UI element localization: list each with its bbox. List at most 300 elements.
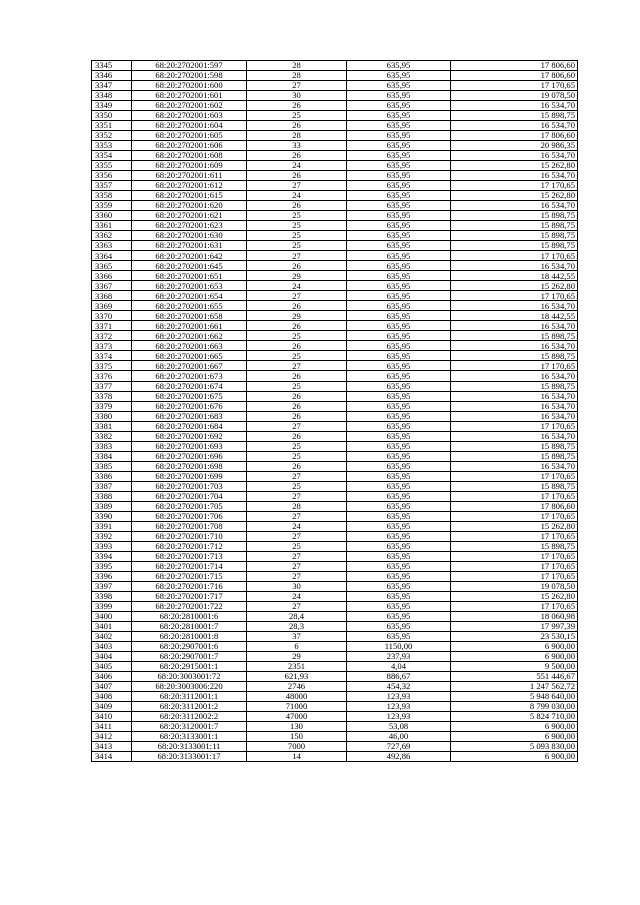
area-cell: 25 bbox=[247, 541, 347, 551]
rate-cell: 635,95 bbox=[347, 451, 451, 461]
cadastral-number-cell: 68:20:2702001:611 bbox=[132, 171, 247, 181]
rate-cell: 635,95 bbox=[347, 611, 451, 621]
area-cell: 25 bbox=[247, 111, 347, 121]
amount-cell: 6 900,00 bbox=[451, 732, 578, 742]
rate-cell: 635,95 bbox=[347, 561, 451, 571]
rate-cell: 635,95 bbox=[347, 231, 451, 241]
row-number-cell: 3382 bbox=[92, 431, 132, 441]
amount-cell: 16 534,70 bbox=[451, 431, 578, 441]
amount-cell: 9 500,00 bbox=[451, 661, 578, 671]
cadastral-number-cell: 68:20:2702001:675 bbox=[132, 391, 247, 401]
amount-cell: 15 898,75 bbox=[451, 221, 578, 231]
cadastral-number-cell: 68:20:2702001:662 bbox=[132, 331, 247, 341]
area-cell: 29 bbox=[247, 311, 347, 321]
amount-cell: 16 534,70 bbox=[451, 201, 578, 211]
cadastral-number-cell: 68:20:2810001:6 bbox=[132, 611, 247, 621]
cadastral-number-cell: 68:20:2702001:715 bbox=[132, 571, 247, 581]
amount-cell: 16 534,70 bbox=[451, 391, 578, 401]
rate-cell: 635,95 bbox=[347, 161, 451, 171]
amount-cell: 17 997,39 bbox=[451, 621, 578, 631]
row-number-cell: 3411 bbox=[92, 722, 132, 732]
row-number-cell: 3375 bbox=[92, 361, 132, 371]
amount-cell: 16 534,70 bbox=[451, 461, 578, 471]
amount-cell: 15 898,75 bbox=[451, 441, 578, 451]
amount-cell: 5 093 830,00 bbox=[451, 742, 578, 752]
rate-cell: 727,69 bbox=[347, 742, 451, 752]
amount-cell: 17 170,65 bbox=[451, 561, 578, 571]
table-row bbox=[92, 702, 578, 712]
area-cell: 24 bbox=[247, 191, 347, 201]
row-number-cell: 3390 bbox=[92, 511, 132, 521]
row-number-cell: 3359 bbox=[92, 201, 132, 211]
row-number-cell: 3377 bbox=[92, 381, 132, 391]
amount-cell: 17 170,65 bbox=[451, 181, 578, 191]
amount-cell: 18 442,55 bbox=[451, 271, 578, 281]
rate-cell: 635,95 bbox=[347, 301, 451, 311]
cadastral-number-cell: 68:20:2702001:714 bbox=[132, 561, 247, 571]
table-row bbox=[92, 631, 578, 641]
cadastral-number-cell: 68:20:2702001:703 bbox=[132, 481, 247, 491]
row-number-cell: 3350 bbox=[92, 111, 132, 121]
table-row bbox=[92, 231, 578, 241]
table-row bbox=[92, 291, 578, 301]
area-cell: 26 bbox=[247, 201, 347, 211]
row-number-cell: 3378 bbox=[92, 391, 132, 401]
row-number-cell: 3404 bbox=[92, 651, 132, 661]
table-row bbox=[92, 361, 578, 371]
area-cell: 25 bbox=[247, 381, 347, 391]
rate-cell: 635,95 bbox=[347, 491, 451, 501]
amount-cell: 15 898,75 bbox=[451, 451, 578, 461]
area-cell: 29 bbox=[247, 651, 347, 661]
amount-cell: 6 900,00 bbox=[451, 722, 578, 732]
amount-cell: 20 986,35 bbox=[451, 141, 578, 151]
area-cell: 33 bbox=[247, 141, 347, 151]
area-cell: 25 bbox=[247, 211, 347, 221]
amount-cell: 17 170,65 bbox=[451, 571, 578, 581]
row-number-cell: 3354 bbox=[92, 151, 132, 161]
table-row bbox=[92, 251, 578, 261]
rate-cell: 123,93 bbox=[347, 691, 451, 701]
area-cell: 25 bbox=[247, 231, 347, 241]
rate-cell: 635,95 bbox=[347, 271, 451, 281]
table-row bbox=[92, 131, 578, 141]
area-cell: 621,93 bbox=[247, 671, 347, 681]
table-row bbox=[92, 501, 578, 511]
rate-cell: 635,95 bbox=[347, 151, 451, 161]
area-cell: 26 bbox=[247, 341, 347, 351]
row-number-cell: 3395 bbox=[92, 561, 132, 571]
amount-cell: 17 170,65 bbox=[451, 491, 578, 501]
row-number-cell: 3380 bbox=[92, 411, 132, 421]
rate-cell: 635,95 bbox=[347, 111, 451, 121]
cadastral-number-cell: 68:20:2702001:663 bbox=[132, 341, 247, 351]
table-row bbox=[92, 241, 578, 251]
amount-cell: 15 898,75 bbox=[451, 351, 578, 361]
table-row bbox=[92, 261, 578, 271]
amount-cell: 15 262,80 bbox=[451, 161, 578, 171]
amount-cell: 15 262,80 bbox=[451, 521, 578, 531]
row-number-cell: 3412 bbox=[92, 732, 132, 742]
area-cell: 27 bbox=[247, 601, 347, 611]
amount-cell: 19 078,50 bbox=[451, 91, 578, 101]
rate-cell: 635,95 bbox=[347, 81, 451, 91]
table-row bbox=[92, 591, 578, 601]
cadastral-number-cell: 68:20:2702001:600 bbox=[132, 81, 247, 91]
rate-cell: 635,95 bbox=[347, 431, 451, 441]
row-number-cell: 3407 bbox=[92, 681, 132, 691]
row-number-cell: 3399 bbox=[92, 601, 132, 611]
row-number-cell: 3360 bbox=[92, 211, 132, 221]
cadastral-number-cell: 68:20:2702001:722 bbox=[132, 601, 247, 611]
area-cell: 25 bbox=[247, 351, 347, 361]
table-row bbox=[92, 691, 578, 701]
cadastral-number-cell: 68:20:2702001:601 bbox=[132, 91, 247, 101]
area-cell: 37 bbox=[247, 631, 347, 641]
cadastral-number-cell: 68:20:3003006:220 bbox=[132, 681, 247, 691]
amount-cell: 17 170,65 bbox=[451, 601, 578, 611]
cadastral-number-cell: 68:20:2702001:667 bbox=[132, 361, 247, 371]
row-number-cell: 3384 bbox=[92, 451, 132, 461]
table-row bbox=[92, 752, 578, 762]
cadastral-number-cell: 68:20:2907001:7 bbox=[132, 651, 247, 661]
rate-cell: 492,86 bbox=[347, 752, 451, 762]
area-cell: 47000 bbox=[247, 712, 347, 722]
amount-cell: 17 170,65 bbox=[451, 291, 578, 301]
row-number-cell: 3409 bbox=[92, 702, 132, 712]
cadastral-number-cell: 68:20:2702001:612 bbox=[132, 181, 247, 191]
table-row bbox=[92, 321, 578, 331]
row-number-cell: 3406 bbox=[92, 671, 132, 681]
cadastral-number-cell: 68:20:2702001:696 bbox=[132, 451, 247, 461]
cadastral-number-cell: 68:20:2702001:651 bbox=[132, 271, 247, 281]
cadastral-number-cell: 68:20:2702001:693 bbox=[132, 441, 247, 451]
cadastral-number-cell: 68:20:2702001:604 bbox=[132, 121, 247, 131]
row-number-cell: 3381 bbox=[92, 421, 132, 431]
row-number-cell: 3408 bbox=[92, 691, 132, 701]
row-number-cell: 3379 bbox=[92, 401, 132, 411]
rate-cell: 635,95 bbox=[347, 551, 451, 561]
area-cell: 25 bbox=[247, 221, 347, 231]
cadastral-number-cell: 68:20:2702001:683 bbox=[132, 411, 247, 421]
row-number-cell: 3396 bbox=[92, 571, 132, 581]
rate-cell: 635,95 bbox=[347, 131, 451, 141]
rate-cell: 635,95 bbox=[347, 391, 451, 401]
amount-cell: 17 170,65 bbox=[451, 251, 578, 261]
cadastral-number-cell: 68:20:2702001:621 bbox=[132, 211, 247, 221]
table-row bbox=[92, 141, 578, 151]
amount-cell: 6 900,00 bbox=[451, 651, 578, 661]
rate-cell: 635,95 bbox=[347, 211, 451, 221]
amount-cell: 15 898,75 bbox=[451, 331, 578, 341]
table-row bbox=[92, 561, 578, 571]
rate-cell: 4,04 bbox=[347, 661, 451, 671]
rate-cell: 635,95 bbox=[347, 461, 451, 471]
area-cell: 28 bbox=[247, 501, 347, 511]
amount-cell: 16 534,70 bbox=[451, 171, 578, 181]
table-row bbox=[92, 111, 578, 121]
area-cell: 130 bbox=[247, 722, 347, 732]
row-number-cell: 3371 bbox=[92, 321, 132, 331]
rate-cell: 635,95 bbox=[347, 511, 451, 521]
amount-cell: 15 262,80 bbox=[451, 191, 578, 201]
amount-cell: 16 534,70 bbox=[451, 401, 578, 411]
cadastral-number-cell: 68:20:2702001:608 bbox=[132, 151, 247, 161]
rate-cell: 635,95 bbox=[347, 171, 451, 181]
row-number-cell: 3389 bbox=[92, 501, 132, 511]
row-number-cell: 3385 bbox=[92, 461, 132, 471]
row-number-cell: 3364 bbox=[92, 251, 132, 261]
cadastral-number-cell: 68:20:2907001:6 bbox=[132, 641, 247, 651]
table-row bbox=[92, 391, 578, 401]
area-cell: 26 bbox=[247, 321, 347, 331]
rate-cell: 635,95 bbox=[347, 351, 451, 361]
area-cell: 6 bbox=[247, 641, 347, 651]
amount-cell: 17 806,60 bbox=[451, 71, 578, 81]
rate-cell: 635,95 bbox=[347, 481, 451, 491]
cadastral-number-cell: 68:20:2915001:1 bbox=[132, 661, 247, 671]
table-row bbox=[92, 401, 578, 411]
rate-cell: 635,95 bbox=[347, 181, 451, 191]
table-row bbox=[92, 331, 578, 341]
row-number-cell: 3351 bbox=[92, 121, 132, 131]
table-row bbox=[92, 641, 578, 651]
cadastral-number-cell: 68:20:3112002:2 bbox=[132, 712, 247, 722]
table-row bbox=[92, 71, 578, 81]
row-number-cell: 3388 bbox=[92, 491, 132, 501]
table-row bbox=[92, 351, 578, 361]
amount-cell: 15 898,75 bbox=[451, 541, 578, 551]
row-number-cell: 3369 bbox=[92, 301, 132, 311]
cadastral-number-cell: 68:20:3133001:1 bbox=[132, 732, 247, 742]
cadastral-number-cell: 68:20:3112001:1 bbox=[132, 691, 247, 701]
area-cell: 27 bbox=[247, 471, 347, 481]
rate-cell: 635,95 bbox=[347, 411, 451, 421]
area-cell: 26 bbox=[247, 301, 347, 311]
table-row bbox=[92, 81, 578, 91]
amount-cell: 17 170,65 bbox=[451, 551, 578, 561]
amount-cell: 17 806,60 bbox=[451, 61, 578, 71]
amount-cell: 19 078,50 bbox=[451, 581, 578, 591]
rate-cell: 635,95 bbox=[347, 401, 451, 411]
cadastral-number-cell: 68:20:2702001:642 bbox=[132, 251, 247, 261]
cadastral-number-cell: 68:20:2702001:597 bbox=[132, 61, 247, 71]
cadastral-number-cell: 68:20:2702001:605 bbox=[132, 131, 247, 141]
rate-cell: 635,95 bbox=[347, 591, 451, 601]
rate-cell: 123,93 bbox=[347, 712, 451, 722]
amount-cell: 16 534,70 bbox=[451, 261, 578, 271]
rate-cell: 46,00 bbox=[347, 732, 451, 742]
area-cell: 26 bbox=[247, 401, 347, 411]
table-row bbox=[92, 171, 578, 181]
amount-cell: 15 898,75 bbox=[451, 111, 578, 121]
rate-cell: 635,95 bbox=[347, 251, 451, 261]
table-row bbox=[92, 271, 578, 281]
cadastral-number-cell: 68:20:2702001:710 bbox=[132, 531, 247, 541]
row-number-cell: 3394 bbox=[92, 551, 132, 561]
cadastral-number-cell: 68:20:3003001:72 bbox=[132, 671, 247, 681]
row-number-cell: 3370 bbox=[92, 311, 132, 321]
row-number-cell: 3374 bbox=[92, 351, 132, 361]
cadastral-number-cell: 68:20:2702001:716 bbox=[132, 581, 247, 591]
table-row bbox=[92, 151, 578, 161]
rate-cell: 635,95 bbox=[347, 421, 451, 431]
row-number-cell: 3400 bbox=[92, 611, 132, 621]
row-number-cell: 3345 bbox=[92, 61, 132, 71]
cadastral-number-cell: 68:20:2702001:692 bbox=[132, 431, 247, 441]
cadastral-number-cell: 68:20:3133001:17 bbox=[132, 752, 247, 762]
cadastral-number-cell: 68:20:2702001:661 bbox=[132, 321, 247, 331]
cadastral-number-cell: 68:20:2702001:623 bbox=[132, 221, 247, 231]
area-cell: 27 bbox=[247, 251, 347, 261]
amount-cell: 17 170,65 bbox=[451, 421, 578, 431]
amount-cell: 15 898,75 bbox=[451, 241, 578, 251]
area-cell: 27 bbox=[247, 81, 347, 91]
cadastral-number-cell: 68:20:2702001:598 bbox=[132, 71, 247, 81]
amount-cell: 15 898,75 bbox=[451, 381, 578, 391]
rate-cell: 635,95 bbox=[347, 101, 451, 111]
cadastral-number-cell: 68:20:2702001:653 bbox=[132, 281, 247, 291]
table-row bbox=[92, 571, 578, 581]
table-row bbox=[92, 732, 578, 742]
cadastral-number-cell: 68:20:2702001:676 bbox=[132, 401, 247, 411]
row-number-cell: 3361 bbox=[92, 221, 132, 231]
cadastral-number-cell: 68:20:2810001:7 bbox=[132, 621, 247, 631]
cadastral-number-cell: 68:20:2702001:698 bbox=[132, 461, 247, 471]
table-row bbox=[92, 491, 578, 501]
area-cell: 26 bbox=[247, 411, 347, 421]
amount-cell: 15 898,75 bbox=[451, 211, 578, 221]
area-cell: 26 bbox=[247, 101, 347, 111]
row-number-cell: 3367 bbox=[92, 281, 132, 291]
rate-cell: 635,95 bbox=[347, 201, 451, 211]
rate-cell: 635,95 bbox=[347, 471, 451, 481]
area-cell: 30 bbox=[247, 581, 347, 591]
amount-cell: 17 806,60 bbox=[451, 501, 578, 511]
cadastral-number-cell: 68:20:2702001:712 bbox=[132, 541, 247, 551]
table-row bbox=[92, 121, 578, 131]
cadastral-number-cell: 68:20:2702001:655 bbox=[132, 301, 247, 311]
table-row bbox=[92, 521, 578, 531]
cadastral-number-cell: 68:20:2702001:615 bbox=[132, 191, 247, 201]
amount-cell: 17 170,65 bbox=[451, 531, 578, 541]
row-number-cell: 3397 bbox=[92, 581, 132, 591]
row-number-cell: 3393 bbox=[92, 541, 132, 551]
amount-cell: 5 948 640,00 bbox=[451, 691, 578, 701]
table-row bbox=[92, 411, 578, 421]
rate-cell: 886,67 bbox=[347, 671, 451, 681]
table-row bbox=[92, 651, 578, 661]
cadastral-number-cell: 68:20:3120001:7 bbox=[132, 722, 247, 732]
row-number-cell: 3347 bbox=[92, 81, 132, 91]
rate-cell: 635,95 bbox=[347, 321, 451, 331]
cadastral-number-cell: 68:20:2702001:705 bbox=[132, 501, 247, 511]
cadastral-number-cell: 68:20:2702001:674 bbox=[132, 381, 247, 391]
cadastral-number-cell: 68:20:3112001:2 bbox=[132, 702, 247, 712]
rate-cell: 635,95 bbox=[347, 371, 451, 381]
rate-cell: 635,95 bbox=[347, 281, 451, 291]
area-cell: 2746 bbox=[247, 681, 347, 691]
amount-cell: 16 534,70 bbox=[451, 151, 578, 161]
area-cell: 150 bbox=[247, 732, 347, 742]
rate-cell: 635,95 bbox=[347, 581, 451, 591]
rate-cell: 635,95 bbox=[347, 241, 451, 251]
row-number-cell: 3383 bbox=[92, 441, 132, 451]
table-row bbox=[92, 301, 578, 311]
cadastral-number-cell: 68:20:2702001:665 bbox=[132, 351, 247, 361]
area-cell: 30 bbox=[247, 91, 347, 101]
rate-cell: 53,08 bbox=[347, 722, 451, 732]
cadastral-number-cell: 68:20:2702001:704 bbox=[132, 491, 247, 501]
cadastral-number-cell: 68:20:2702001:602 bbox=[132, 101, 247, 111]
row-number-cell: 3356 bbox=[92, 171, 132, 181]
area-cell: 24 bbox=[247, 591, 347, 601]
area-cell: 26 bbox=[247, 121, 347, 131]
table-row bbox=[92, 451, 578, 461]
cadastral-number-cell: 68:20:2702001:654 bbox=[132, 291, 247, 301]
rate-cell: 1150,00 bbox=[347, 641, 451, 651]
cadastral-number-cell: 68:20:2702001:603 bbox=[132, 111, 247, 121]
rate-cell: 635,95 bbox=[347, 141, 451, 151]
row-number-cell: 3373 bbox=[92, 341, 132, 351]
row-number-cell: 3386 bbox=[92, 471, 132, 481]
table-row bbox=[92, 531, 578, 541]
table-row bbox=[92, 341, 578, 351]
table-row bbox=[92, 221, 578, 231]
cadastral-number-cell: 68:20:2702001:713 bbox=[132, 551, 247, 561]
amount-cell: 15 898,75 bbox=[451, 481, 578, 491]
table-row bbox=[92, 441, 578, 451]
table-row bbox=[92, 211, 578, 221]
area-cell: 27 bbox=[247, 511, 347, 521]
rate-cell: 635,95 bbox=[347, 441, 451, 451]
table-row bbox=[92, 371, 578, 381]
table-row bbox=[92, 511, 578, 521]
table-row bbox=[92, 461, 578, 471]
amount-cell: 16 534,70 bbox=[451, 341, 578, 351]
cadastral-number-cell: 68:20:2702001:606 bbox=[132, 141, 247, 151]
area-cell: 27 bbox=[247, 531, 347, 541]
cadastral-number-cell: 68:20:2702001:631 bbox=[132, 241, 247, 251]
amount-cell: 16 534,70 bbox=[451, 371, 578, 381]
area-cell: 27 bbox=[247, 291, 347, 301]
table-body bbox=[92, 61, 578, 762]
rate-cell: 635,95 bbox=[347, 191, 451, 201]
rate-cell: 635,95 bbox=[347, 381, 451, 391]
amount-cell: 16 534,70 bbox=[451, 121, 578, 131]
table-row bbox=[92, 581, 578, 591]
rate-cell: 635,95 bbox=[347, 61, 451, 71]
area-cell: 26 bbox=[247, 261, 347, 271]
cadastral-number-cell: 68:20:2702001:645 bbox=[132, 261, 247, 271]
amount-cell: 16 534,70 bbox=[451, 411, 578, 421]
row-number-cell: 3403 bbox=[92, 641, 132, 651]
row-number-cell: 3414 bbox=[92, 752, 132, 762]
row-number-cell: 3348 bbox=[92, 91, 132, 101]
row-number-cell: 3352 bbox=[92, 131, 132, 141]
amount-cell: 15 262,80 bbox=[451, 591, 578, 601]
area-cell: 24 bbox=[247, 161, 347, 171]
area-cell: 27 bbox=[247, 361, 347, 371]
rate-cell: 454,32 bbox=[347, 681, 451, 691]
cadastral-number-cell: 68:20:2702001:630 bbox=[132, 231, 247, 241]
row-number-cell: 3401 bbox=[92, 621, 132, 631]
rate-cell: 635,95 bbox=[347, 291, 451, 301]
amount-cell: 18 442,55 bbox=[451, 311, 578, 321]
rate-cell: 635,95 bbox=[347, 521, 451, 531]
area-cell: 27 bbox=[247, 571, 347, 581]
amount-cell: 17 170,65 bbox=[451, 511, 578, 521]
